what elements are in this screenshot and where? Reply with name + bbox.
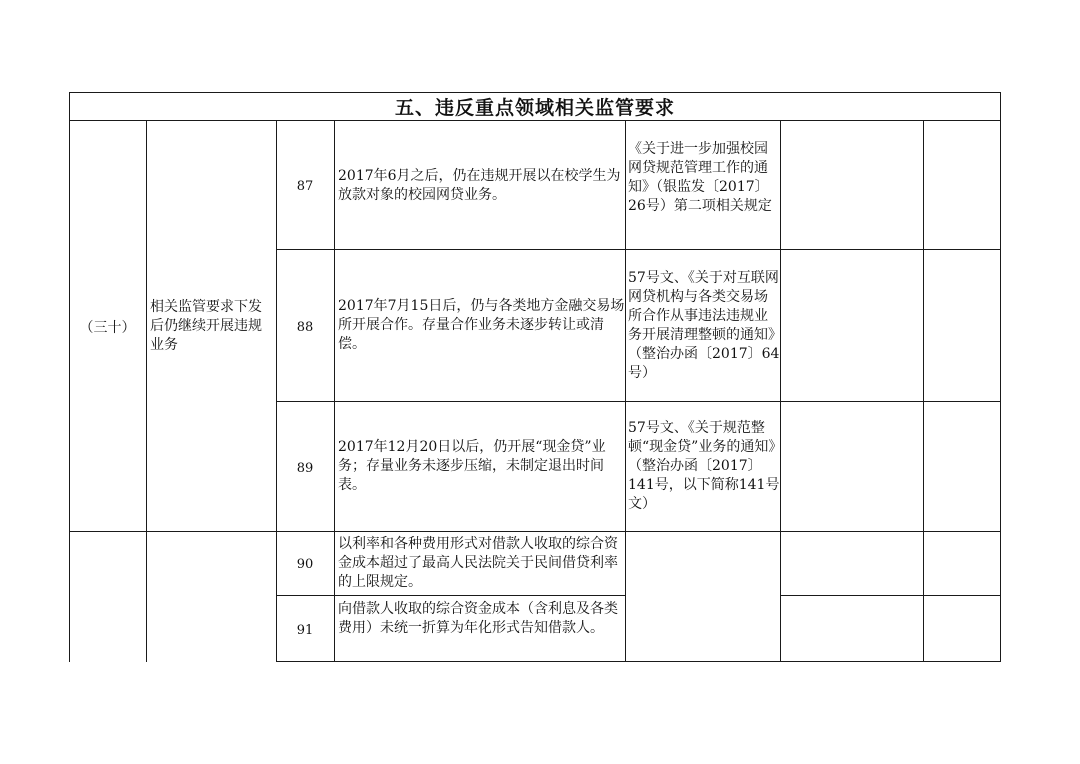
group-category: 相关监管要求下发后仍继续开展违规业务 <box>150 299 262 353</box>
row-basis: 《关于进一步加强校园网贷规范管理工作的通知》（银监发〔2017〕26号）第二项相关规定 <box>628 141 772 214</box>
row-number: 90 <box>296 557 314 572</box>
row-number: 87 <box>296 179 314 194</box>
group-number: （三十） <box>79 320 136 336</box>
row-description: 以利率和各种费用形式对借款人收取的综合资金成本超过了最高人民法院关于民间借贷利率的上限规定。 <box>338 536 618 590</box>
row-description: 向借款人收取的综合资金成本（含利息及各类费用）未统一折算为年化形式告知借款人。 <box>338 601 618 636</box>
col-divider-extra <box>923 120 924 662</box>
table-border-right <box>1000 92 1001 662</box>
row-basis: 57号文、《关于对互联网网贷机构与各类交易场所合作从事违法违规业务开展清理整顿的通知》（整治办函〔2017〕64号） <box>628 270 780 381</box>
row-number: 91 <box>296 623 314 638</box>
section-title: 五、违反重点领域相关监管要求 <box>394 96 675 119</box>
row-description: 2017年6月之后，仍在违规开展以在校学生为放款对象的校园网贷业务。 <box>338 168 621 203</box>
row-description: 2017年7月15日后，仍与各类地方金融交易场所开展合作。存量合作业务未逐步转让或清偿。 <box>338 298 625 352</box>
table-border-left <box>69 92 70 662</box>
row-number: 89 <box>296 461 314 476</box>
col-divider-number <box>146 120 147 662</box>
col-divider-index <box>334 120 335 662</box>
col-divider-basis <box>780 120 781 662</box>
row-88-bottom <box>276 401 1001 402</box>
row-basis: 57号文、《关于规范整顿“现金贷”业务的通知》（整治办函〔2017〕141号，以下简称141号文） <box>628 420 780 512</box>
row-number: 88 <box>296 320 314 335</box>
title-row-bottom <box>69 120 1001 121</box>
row-description: 2017年12月20日以后，仍开展“现金贷”业务；存量业务未逐步压缩，未制定退出时间表。 <box>338 439 606 493</box>
row-91-bottom <box>276 661 1001 662</box>
row-89-bottom <box>69 531 1001 532</box>
col-divider-category <box>276 120 277 662</box>
row-90-bottom <box>276 595 626 596</box>
row-90-bottom-right <box>780 595 1001 596</box>
row-87-bottom <box>276 249 1001 250</box>
